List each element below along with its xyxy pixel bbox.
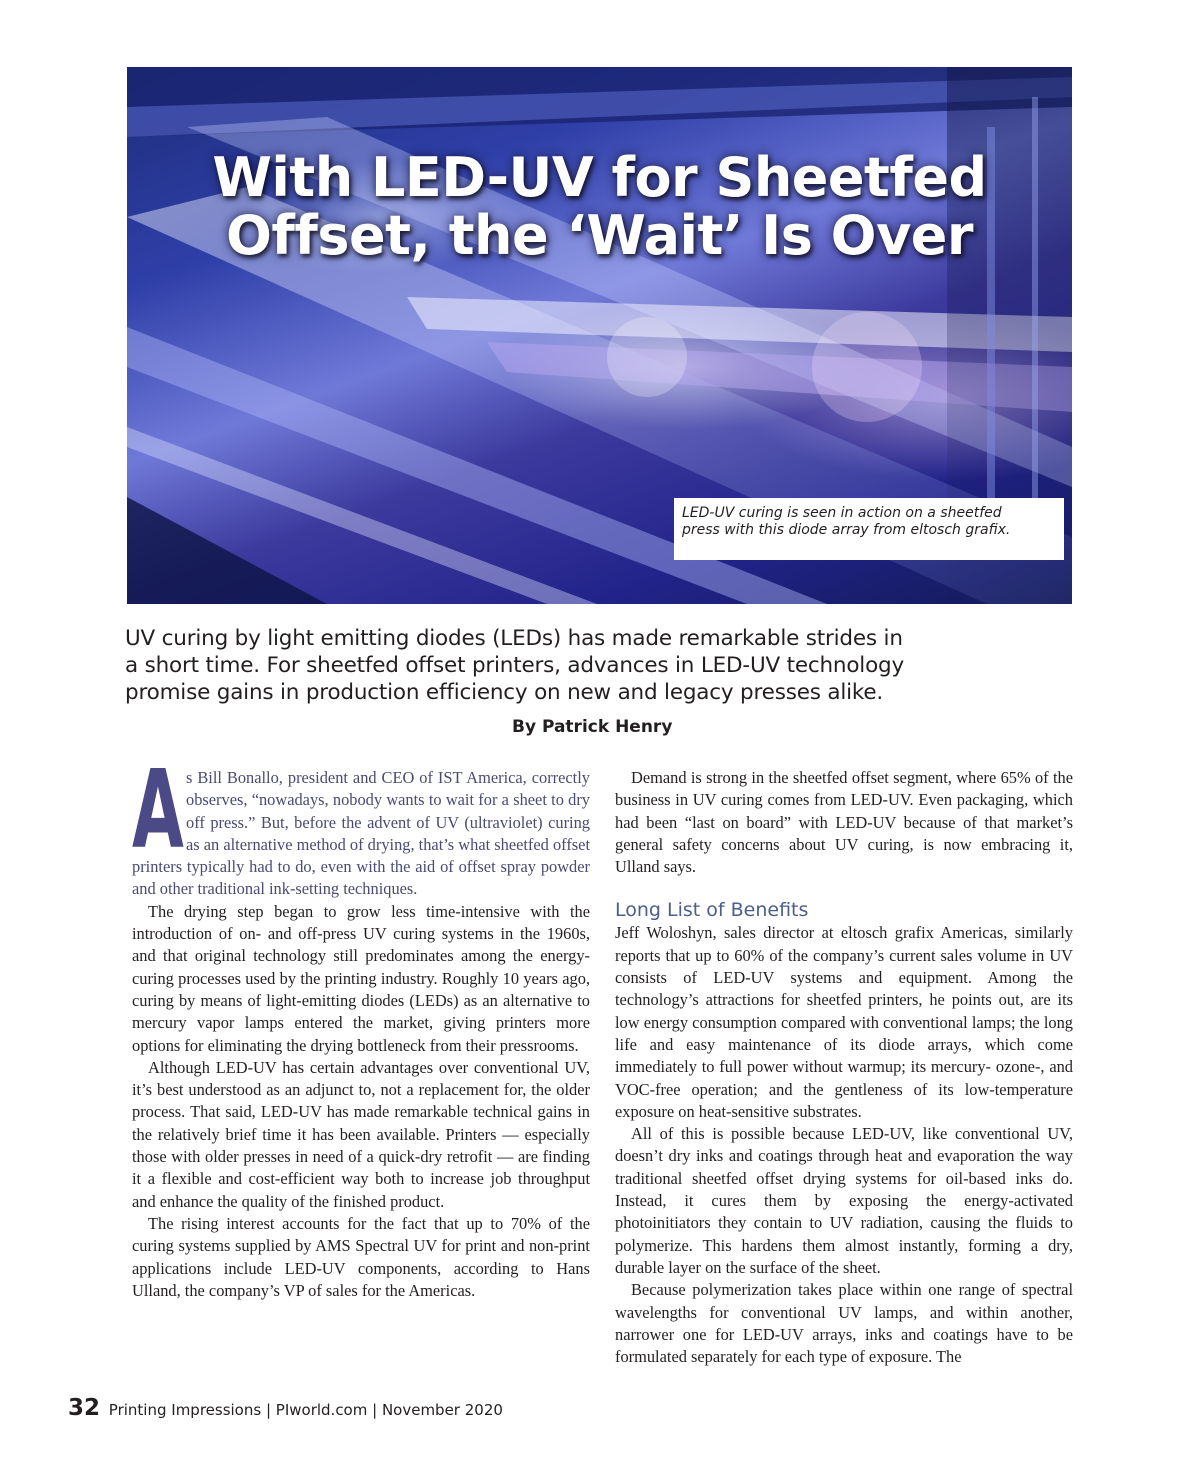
body-paragraph-4: The rising interest accounts for the fact that up to 70% of the curing systems supplied by AMS Spectral UV for print and non-print applications include LED-UV components, according to Hans Ulland, the company’s VP of sales for the Americas. — [132, 1213, 590, 1300]
body-paragraph-8: Because polymerization takes place within one range of spectral wavelengths for conventional UV lamps, and within another, narrower one for LED-UV arrays, inks and coatings have to be formulated separately for each type of exposure. The — [615, 1280, 1073, 1367]
footer-text: Printing Impressions | PIworld.com | November 2020 — [108, 1401, 503, 1419]
body-paragraph-6: Jeff Woloshyn, sales director at eltosch grafix Americas, similarly reports that up to 60% of the company’s current sales volume in UV consists of LED-UV systems and equipment. Among the technology’s attractions for sheetfed printers, he points out, are its low energy consumption compared with conventional lamps; the long life and easy maintenance of its diode arrays, which come immediately to full power without warmup; its mercury- ozone-, and VOC-free operation; and the gentleness of its low-temperature exposure on heat-sensitive substrates. — [615, 923, 1073, 1121]
body-column-left — [132, 748, 590, 1302]
article-deck-line: a short time. For sheetfed offset printers, advances in LED-UV technology — [125, 653, 905, 678]
hero-photo — [127, 67, 1072, 604]
article-deck-line: promise gains in production efficiency on new and legacy presses alike. — [125, 680, 884, 705]
paragraph-text: s Bill Bonallo, president and CEO of IST America, correctly observes, “nowadays, nobody wants to wait for a sheet to dry off press.” But, before the advent of UV (ultraviolet) curing as an alternative method of drying, that’s what sheetfed offset printers typically had to do, even with the aid of offset spray powder and other traditional ink-setting techniques. — [132, 768, 590, 899]
body-paragraph-5: Demand is strong in the sheetfed offset segment, where 65% of the business in UV curing comes from LED-UV. Even packaging, which had been “last on board” with LED-UV because of that market’s general safety concerns about UV curing, is now embracing it, Ulland says. — [615, 768, 1073, 877]
byline-text: By Patrick Henry — [512, 717, 673, 737]
page-footer — [68, 1395, 503, 1425]
drop-cap: A — [132, 748, 184, 873]
body-paragraph-3: Although LED-UV has certain advantages over conventional UV, it’s best understood as an adjunct to, not a replacement for, the older process. That said, LED-UV has made remarkable technical gains in the relatively brief time it has been available. Printers — especially those with older presses in need of a quick-dry retrofit — are finding it a flexible and cost-efficient way both to increase job throughput and enhance the quality of the finished product. — [132, 1057, 590, 1211]
photo-caption-line: press with this diode array from eltosch grafix. — [682, 522, 1011, 538]
article-title — [127, 146, 1072, 267]
body-column-right — [615, 767, 1073, 1368]
article-title-line: With LED-UV for Sheetfed — [212, 146, 987, 209]
body-paragraph-2: The drying step began to grow less time-intensive with the introduction of on- and off-press UV curing systems in the 1960s, and that original technology still predominates among the energy-curing processes used by the printing industry. Roughly 10 years ago, curing by means of light-emitting diodes (LEDs) as an alternative to mercury vapor lamps entered the market, giving printers more options for eliminating the drying bottleneck from their pressrooms. — [132, 901, 590, 1055]
body-paragraph-7: All of this is possible because LED-UV, like conventional UV, doesn’t dry inks and coatings through heat and evaporation the way traditional sheetfed offset drying systems for oil-based inks do. Instead, it cures them by exposing the energy-activated photoinitiators they contain to UV radiation, causing the fluids to polymerize. This hardens them almost instantly, forming a dry, durable layer on the surface of the sheet. — [615, 1124, 1073, 1277]
photo-caption-line: LED-UV curing is seen in action on a sheetfed — [682, 505, 1002, 521]
section-subhead: Long List of Benefits — [615, 899, 809, 922]
article-deck — [125, 625, 1085, 706]
article-deck-line: UV curing by light emitting diodes (LEDs) has made remarkable strides in — [125, 626, 903, 651]
article-title-line: Offset, the ‘Wait’ Is Over — [225, 204, 974, 267]
page-number: 32 — [68, 1395, 101, 1421]
photo-caption — [674, 498, 1064, 560]
body-paragraph-1 — [132, 748, 590, 901]
